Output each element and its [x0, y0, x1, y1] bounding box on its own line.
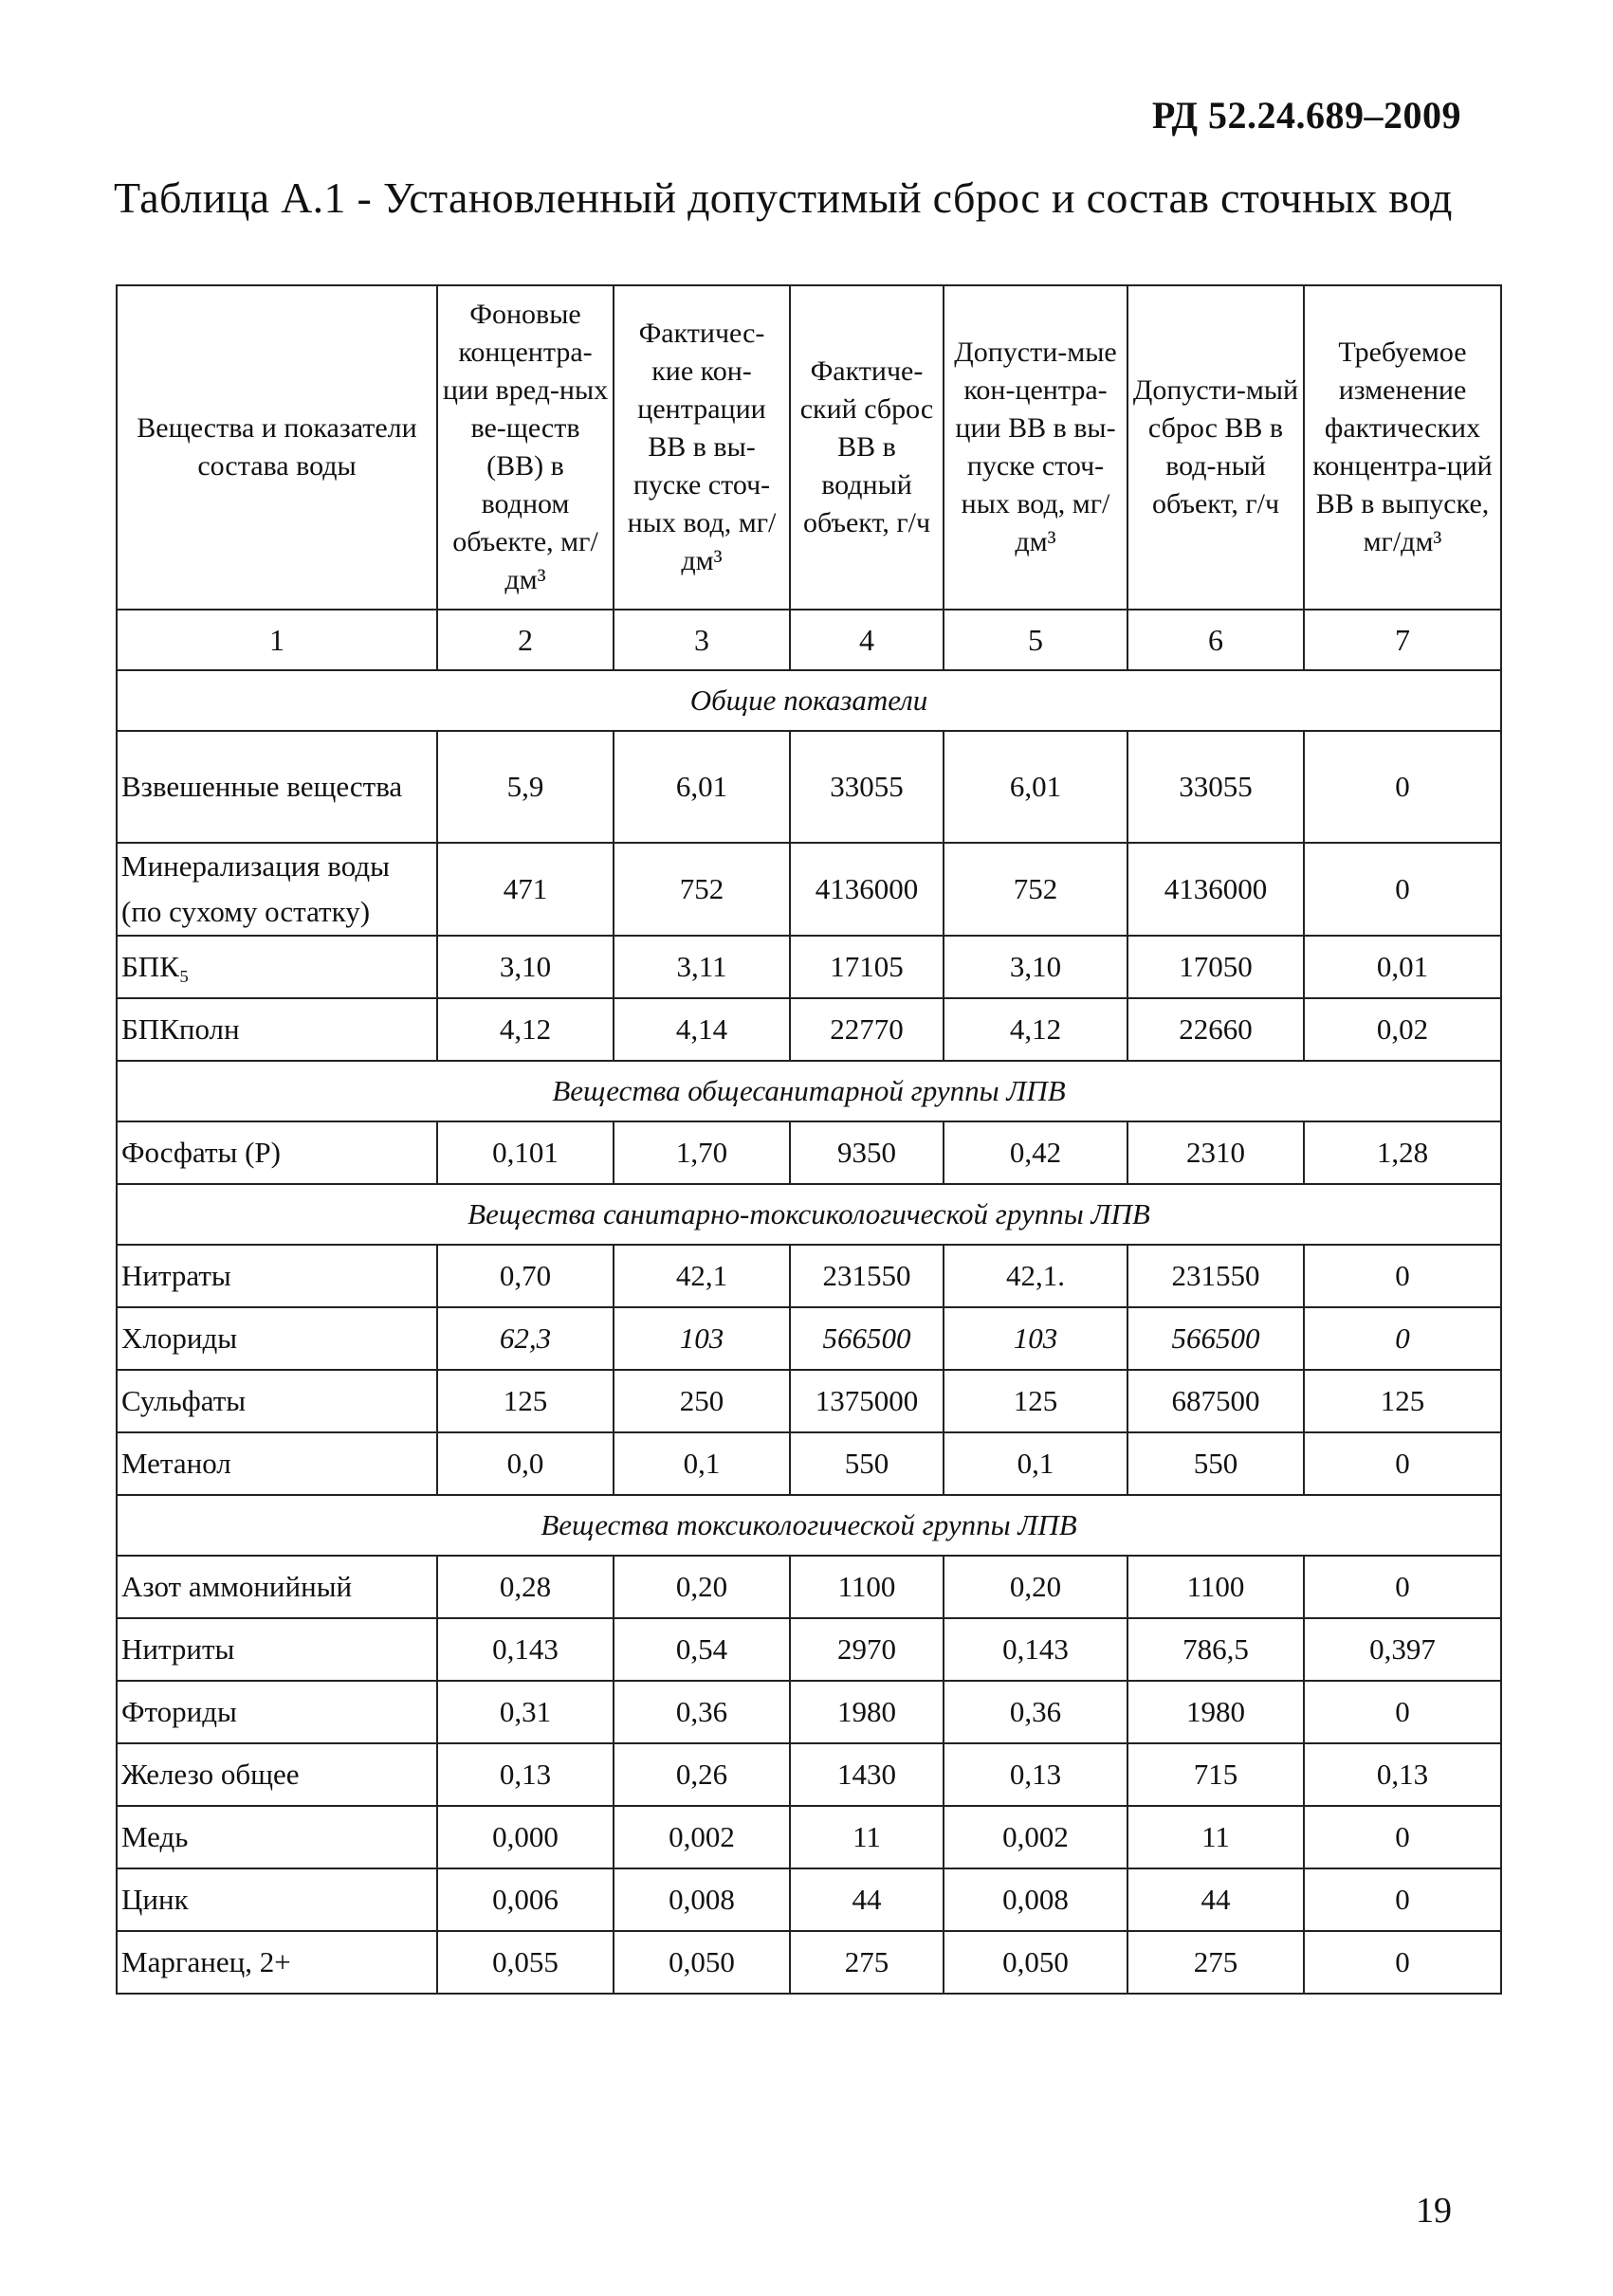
table-row [117, 1806, 1501, 1868]
column-number: 4 [790, 610, 944, 670]
table-cell: 0,36 [944, 1681, 1127, 1743]
table-cell: 22770 [790, 998, 944, 1061]
table-cell: 103 [944, 1307, 1127, 1370]
column-number: 3 [614, 610, 790, 670]
column-number-row [117, 610, 1501, 670]
table-cell: 0,000 [437, 1806, 614, 1868]
column-header: Допусти-мый сброс ВВ в вод-ный объект, г/ч [1127, 285, 1304, 610]
section-title: Вещества токсикологической группы ЛПВ [117, 1495, 1501, 1556]
column-number: 2 [437, 610, 614, 670]
table-cell: 275 [1127, 1931, 1304, 1994]
table-cell: 0 [1304, 1556, 1501, 1618]
table-cell: 1,28 [1304, 1121, 1501, 1184]
section-row [117, 1184, 1501, 1245]
column-header: Фактичес-кие кон-центрации ВВ в вы-пуске сточ-ных вод, мг/дм³ [614, 285, 790, 610]
table-cell: 44 [1127, 1868, 1304, 1931]
table-cell: 1100 [1127, 1556, 1304, 1618]
table-cell: 33055 [790, 731, 944, 843]
table-row [117, 1121, 1501, 1184]
table-cell: 715 [1127, 1743, 1304, 1806]
table-cell: 103 [614, 1307, 790, 1370]
table-row [117, 1681, 1501, 1743]
table-cell: 786,5 [1127, 1618, 1304, 1681]
substance-name: БПКполн [117, 998, 437, 1061]
table-cell: 1980 [790, 1681, 944, 1743]
table-cell: 125 [437, 1370, 614, 1432]
table-cell: 0,008 [944, 1868, 1127, 1931]
table-cell: 33055 [1127, 731, 1304, 843]
table-cell: 17050 [1127, 936, 1304, 998]
substance-name: Цинк [117, 1868, 437, 1931]
table-cell: 0,002 [944, 1806, 1127, 1868]
section-row [117, 1495, 1501, 1556]
table-cell: 3,10 [437, 936, 614, 998]
table-header-row [117, 285, 1501, 610]
table-cell: 0,1 [614, 1432, 790, 1495]
substance-name: Марганец, 2+ [117, 1931, 437, 1994]
table-cell: 0,1 [944, 1432, 1127, 1495]
substance-name: Взвешенные вещества [117, 731, 437, 843]
table-cell: 42,1 [614, 1245, 790, 1307]
table-cell: 0 [1304, 1681, 1501, 1743]
table-cell: 44 [790, 1868, 944, 1931]
table-cell: 566500 [790, 1307, 944, 1370]
table-cell: 275 [790, 1931, 944, 1994]
table-cell: 4,12 [944, 998, 1127, 1061]
table-cell: 0 [1304, 1245, 1501, 1307]
substance-name: Фосфаты (Р) [117, 1121, 437, 1184]
table-cell: 0,055 [437, 1931, 614, 1994]
table-row [117, 936, 1501, 998]
table-cell: 4136000 [790, 843, 944, 936]
table-cell: 3,10 [944, 936, 1127, 998]
table-cell: 0,36 [614, 1681, 790, 1743]
table-row [117, 843, 1501, 936]
table-cell: 0,050 [614, 1931, 790, 1994]
table-cell: 11 [1127, 1806, 1304, 1868]
table-cell: 1980 [1127, 1681, 1304, 1743]
table-cell: 4,12 [437, 998, 614, 1061]
section-title: Вещества санитарно-токсикологической группы ЛПВ [117, 1184, 1501, 1245]
table-cell: 0,02 [1304, 998, 1501, 1061]
table-cell: 0,13 [437, 1743, 614, 1806]
table-cell: 6,01 [944, 731, 1127, 843]
table-cell: 0,143 [437, 1618, 614, 1681]
substance-name: Нитраты [117, 1245, 437, 1307]
page-number: 19 [1416, 2191, 1452, 2231]
table-cell: 0 [1304, 1432, 1501, 1495]
table-caption: Таблица А.1 - Установленный допустимый сброс и состав сточных вод [114, 173, 1453, 222]
table-cell: 0 [1304, 843, 1501, 936]
column-number: 7 [1304, 610, 1501, 670]
table-cell: 250 [614, 1370, 790, 1432]
substance-name: Минерализация воды (по сухому остатку) [117, 843, 437, 936]
table-row [117, 1307, 1501, 1370]
table-cell: 0 [1304, 731, 1501, 843]
table-cell: 6,01 [614, 731, 790, 843]
section-title: Вещества общесанитарной группы ЛПВ [117, 1061, 1501, 1121]
column-header: Фоновые концентра-ции вред-ных ве-ществ (ВВ) в водном объекте, мг/дм³ [437, 285, 614, 610]
substance-name: Медь [117, 1806, 437, 1868]
table-row [117, 1370, 1501, 1432]
table-body [117, 670, 1501, 1994]
table-cell: 17105 [790, 936, 944, 998]
table-cell: 0,008 [614, 1868, 790, 1931]
table-cell: 42,1. [944, 1245, 1127, 1307]
table-cell: 0 [1304, 1806, 1501, 1868]
table-cell: 0 [1304, 1931, 1501, 1994]
section-title: Общие показатели [117, 670, 1501, 731]
column-number: 6 [1127, 610, 1304, 670]
substance-name: Нитриты [117, 1618, 437, 1681]
column-header: Требуемое изменение фактических концентра-ций ВВ в выпуске, мг/дм³ [1304, 285, 1501, 610]
table-cell: 0,42 [944, 1121, 1127, 1184]
table-cell: 0,101 [437, 1121, 614, 1184]
table-cell: 2310 [1127, 1121, 1304, 1184]
substance-name: БПК₅ [117, 936, 437, 998]
section-row [117, 670, 1501, 731]
table-cell: 0,20 [614, 1556, 790, 1618]
table-cell: 0,13 [1304, 1743, 1501, 1806]
table-cell: 550 [1127, 1432, 1304, 1495]
column-number: 5 [944, 610, 1127, 670]
table-cell: 1375000 [790, 1370, 944, 1432]
table-cell: 1,70 [614, 1121, 790, 1184]
substance-name: Азот аммонийный [117, 1556, 437, 1618]
table-cell: 4136000 [1127, 843, 1304, 936]
column-header: Фактиче-ский сброс ВВ в водный объект, г/ч [790, 285, 944, 610]
table-cell: 4,14 [614, 998, 790, 1061]
table-cell: 0,13 [944, 1743, 1127, 1806]
table-cell: 2970 [790, 1618, 944, 1681]
table-row [117, 1868, 1501, 1931]
table-cell: 0 [1304, 1307, 1501, 1370]
table-row [117, 1245, 1501, 1307]
table-cell: 0,54 [614, 1618, 790, 1681]
table-cell: 231550 [1127, 1245, 1304, 1307]
column-number: 1 [117, 610, 437, 670]
table-cell: 687500 [1127, 1370, 1304, 1432]
section-row [117, 1061, 1501, 1121]
table-row [117, 1743, 1501, 1806]
table-cell: 566500 [1127, 1307, 1304, 1370]
table-cell: 0,397 [1304, 1618, 1501, 1681]
table-cell: 471 [437, 843, 614, 936]
table-cell: 752 [614, 843, 790, 936]
column-header: Допусти-мые кон-центра-ции ВВ в вы-пуске сточ-ных вод, мг/дм³ [944, 285, 1127, 610]
table-cell: 125 [944, 1370, 1127, 1432]
table-cell: 1430 [790, 1743, 944, 1806]
table-cell: 3,11 [614, 936, 790, 998]
table-row [117, 1931, 1501, 1994]
table-cell: 125 [1304, 1370, 1501, 1432]
column-header: Вещества и показатели состава воды [117, 285, 437, 610]
document-code: РД 52.24.689–2009 [1151, 94, 1461, 137]
table-cell: 0,70 [437, 1245, 614, 1307]
table-cell: 9350 [790, 1121, 944, 1184]
table-cell: 752 [944, 843, 1127, 936]
table-cell: 0,143 [944, 1618, 1127, 1681]
table-row [117, 1556, 1501, 1618]
table-cell: 550 [790, 1432, 944, 1495]
table-cell: 5,9 [437, 731, 614, 843]
table-cell: 0,006 [437, 1868, 614, 1931]
table-cell: 0,26 [614, 1743, 790, 1806]
table-row [117, 998, 1501, 1061]
table-cell: 0,002 [614, 1806, 790, 1868]
substance-name: Фториды [117, 1681, 437, 1743]
table-cell: 0,20 [944, 1556, 1127, 1618]
substance-name: Хлориды [117, 1307, 437, 1370]
table-cell: 0,0 [437, 1432, 614, 1495]
table-cell: 231550 [790, 1245, 944, 1307]
discharge-table [116, 284, 1502, 1995]
substance-name: Сульфаты [117, 1370, 437, 1432]
table-row [117, 731, 1501, 843]
table-cell: 0,31 [437, 1681, 614, 1743]
table-cell: 22660 [1127, 998, 1304, 1061]
substance-name: Железо общее [117, 1743, 437, 1806]
table-row [117, 1618, 1501, 1681]
substance-name: Метанол [117, 1432, 437, 1495]
table-cell: 1100 [790, 1556, 944, 1618]
table-cell: 0,050 [944, 1931, 1127, 1994]
table-cell: 0,01 [1304, 936, 1501, 998]
table-cell: 0 [1304, 1868, 1501, 1931]
table-cell: 11 [790, 1806, 944, 1868]
table-cell: 62,3 [437, 1307, 614, 1370]
table-cell: 0,28 [437, 1556, 614, 1618]
table-row [117, 1432, 1501, 1495]
